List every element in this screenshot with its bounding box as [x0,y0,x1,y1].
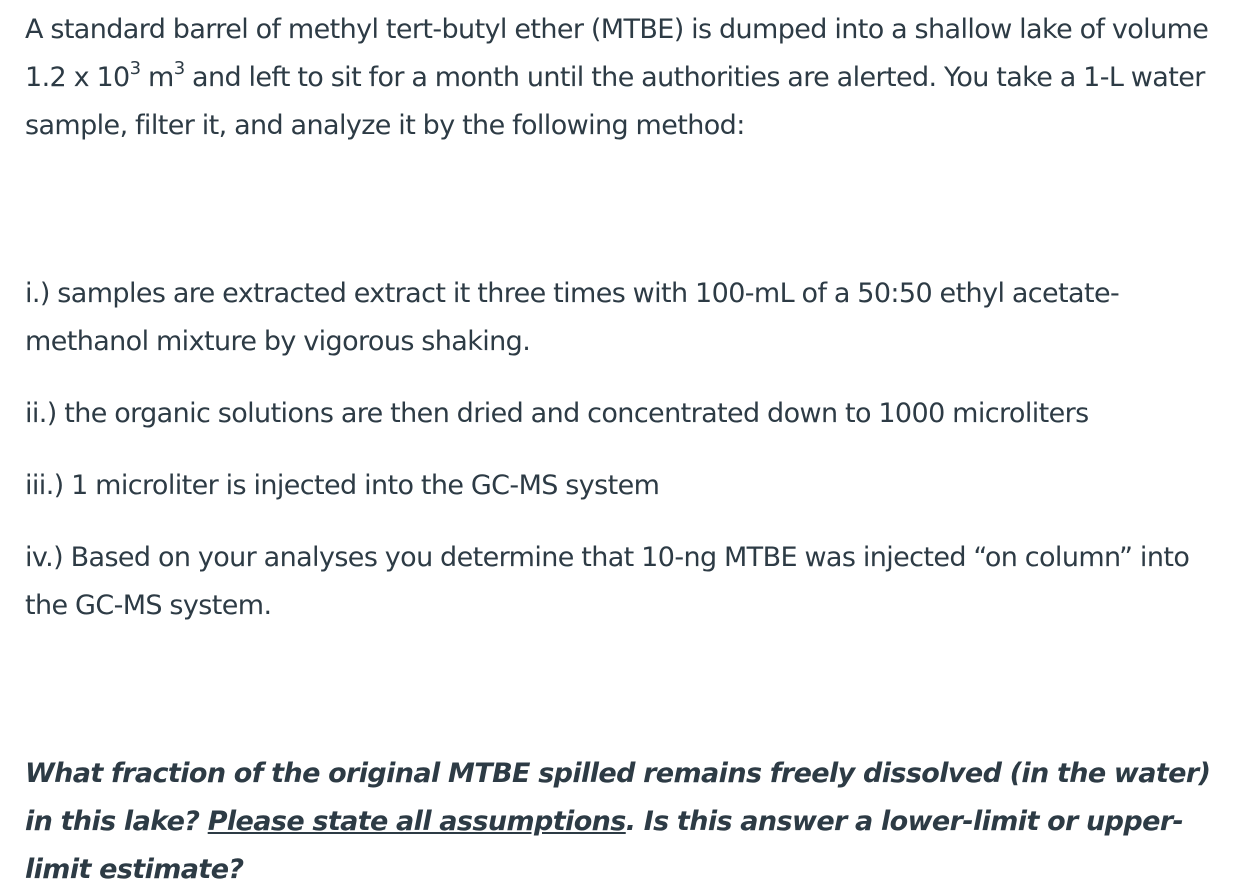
intro-paragraph [25,6,1237,150]
intro-text-1: A standard barrel of methyl tert-butyl ether (MTBE) is dumped into a shallow lake of volume 1.2 x 10 [25,14,1209,93]
intro-exponent-2: 3 [173,58,185,79]
method-step-3: iii.) 1 microliter is injected into the GC-MS system [25,470,660,501]
intro-exponent-1: 3 [129,58,141,79]
intro-text-2: m [140,62,174,93]
intro-text-3: and left to sit for a month until the authorities are alerted. You take a 1-L water sample, filter it, and analyze it by the following method: [25,62,1205,141]
method-steps [25,270,1237,630]
method-step-4: iv.) Based on your analyses you determine that 10-ng MTBE was injected “on column” into the GC-MS system. [25,542,1190,621]
question-text-1: What fraction of the original MTBE spilled remains freely dissolved (in the water) in this lake? [25,758,1211,837]
assumptions-instruction: Please state all assumptions [207,806,626,837]
question-text-2: . Is this answer a lower-limit or upper-limit estimate? [25,806,1184,885]
problem-document [25,6,1237,894]
method-step-2: ii.) the organic solutions are then dried and concentrated down to 1000 microliters [25,398,1089,429]
method-step-1: i.) samples are extracted extract it three times with 100-mL of a 50:50 ethyl acetate-methanol mixture by vigorous shaking. [25,278,1120,357]
question-paragraph [25,750,1237,894]
